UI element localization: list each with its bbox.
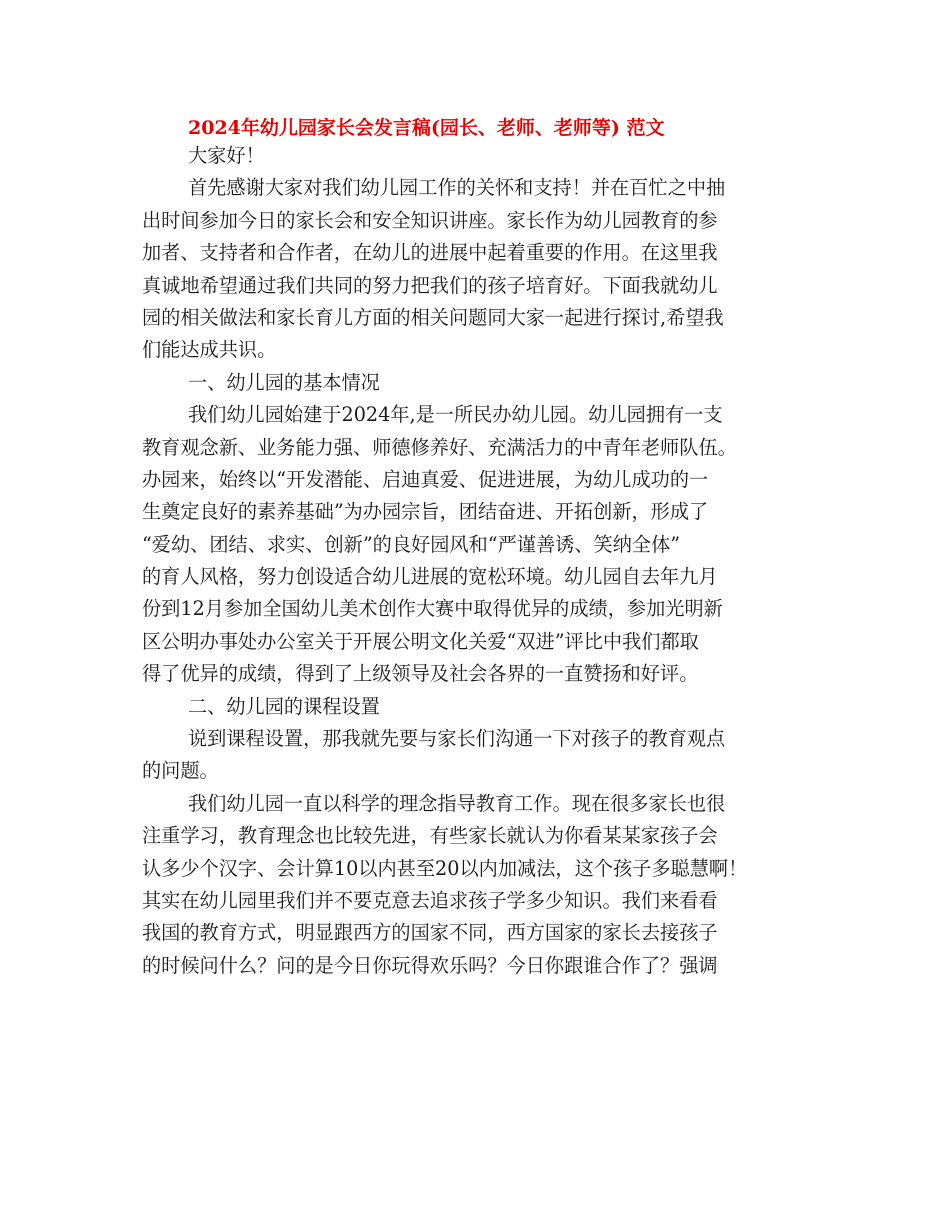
text-line: “爱幼、团结、求实、创新”的良好园风和“严谨善诱、笑纳全体”	[142, 532, 681, 556]
text-line: 的时候问什么？问的是今日你玩得欢乐吗？今日你跟谁合作了？强调	[142, 953, 718, 977]
document-body	[142, 140, 812, 982]
text-line: 们能达成共识。	[142, 338, 277, 362]
text-line: 得了优异的成绩，得到了上级领导及社会各界的一直赞扬和好评。	[142, 662, 699, 686]
text-line: 的问题。	[142, 759, 219, 783]
text-line: 份到12月参加全国幼儿美术创作大赛中取得优异的成绩，参加光明新	[142, 597, 723, 621]
text-line: 出时间参加今日的家长会和安全知识讲座。家长作为幼儿园教育的参	[142, 208, 718, 232]
text-line: 的育人风格，努力创设适合幼儿进展的宽松环境。幼儿园自去年九月	[142, 565, 718, 589]
text-line: 办园来，始终以“开发潜能、启迪真爱、促进进展，为幼儿成功的一	[142, 467, 709, 491]
text-line: 一、幼儿园的基本情况	[188, 370, 380, 394]
text-line: 其实在幼儿园里我们并不要克意去追求孩子学多少知识。我们来看看	[142, 888, 718, 912]
text-line: 我们幼儿园始建于2024年,是一所民办幼儿园。幼儿园拥有一支	[188, 403, 723, 427]
document-title: 2024年幼儿园家长会发言稿(园长、老师、老师等) 范文	[188, 117, 665, 139]
text-line: 真诚地希望通过我们共同的努力把我们的孩子培育好。下面我就幼儿	[142, 273, 718, 297]
text-line: 注重学习，教育理念也比较先进，有些家长就认为你看某某家孩子会	[142, 824, 718, 848]
text-line: 首先感谢大家对我们幼儿园工作的关怀和支持！并在百忙之中抽	[188, 176, 726, 200]
text-line: 园的相关做法和家长育儿方面的相关问题同大家一起进行探讨,希望我	[142, 305, 724, 329]
text-line: 区公明办事处办公室关于开展公明文化关爱“双进”评比中我们都取	[142, 629, 699, 653]
text-line: 加者、支持者和合作者，在幼儿的进展中起着重要的作用。在这里我	[142, 241, 718, 265]
text-line: 我国的教育方式，明显跟西方的国家不同，西方国家的家长去接孩子	[142, 921, 718, 945]
text-line: 我们幼儿园一直以科学的理念指导教育工作。现在很多家长也很	[188, 791, 726, 815]
text-line: 生奠定良好的素养基础”为办园宗旨，团结奋进、开拓创新，形成了	[142, 500, 709, 524]
text-line: 二、幼儿园的课程设置	[188, 694, 380, 718]
text-line: 说到课程设置，那我就先要与家长们沟通一下对孩子的教育观点	[188, 727, 726, 751]
text-line: 教育观念新、业务能力强、师德修养好、充满活力的中青年老师队伍。	[142, 435, 737, 459]
text-line: 大家好！	[188, 144, 265, 167]
text-line: 认多少个汉字、会计算10以内甚至20以内加减法，这个孩子多聪慧啊！	[142, 856, 748, 880]
